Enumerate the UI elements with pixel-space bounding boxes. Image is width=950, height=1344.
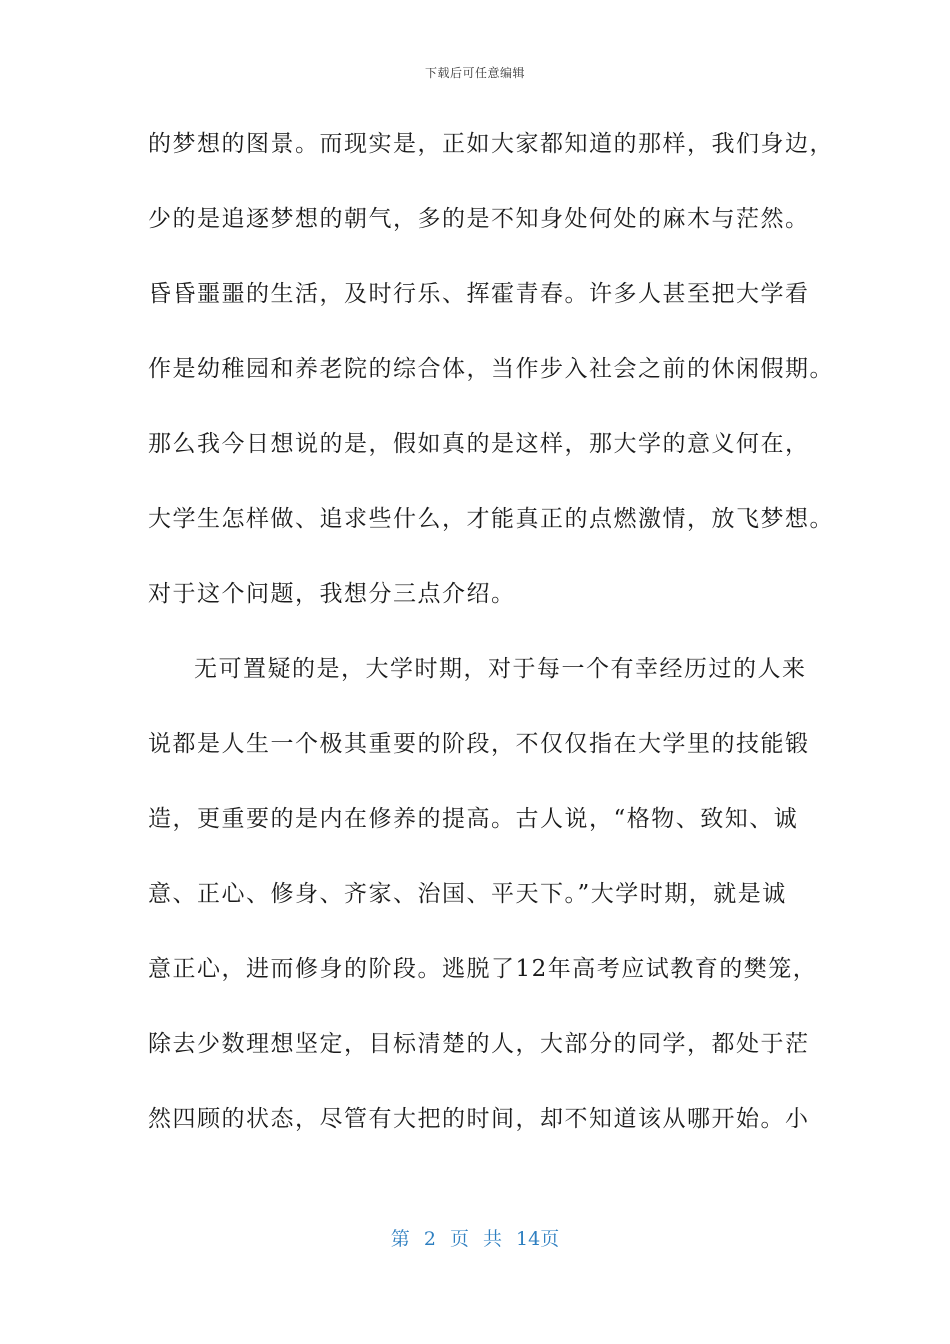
document-body bbox=[148, 124, 834, 1174]
text-line: 少的是追逐梦想的朝气，多的是不知身处何处的麻木与茫然。 bbox=[148, 206, 810, 232]
text-line: 对于这个问题，我想分三点介绍。 bbox=[148, 581, 516, 607]
text-line: 意、正心、修身、齐家、治国、平天下。”大学时期，就是诚 bbox=[148, 881, 787, 907]
page-number-footer: 第 2 页 共 14页 bbox=[390, 1228, 560, 1250]
text-line: 说都是人生一个极其重要的阶段，不仅仅指在大学里的技能锻 bbox=[148, 731, 810, 757]
text-line: 的梦想的图景。而现实是，正如大家都知道的那样，我们身边， bbox=[148, 131, 834, 157]
text-line: 那么我今日想说的是，假如真的是这样，那大学的意义何在， bbox=[148, 431, 810, 457]
text-line: 除去少数理想坚定，目标清楚的人，大部分的同学，都处于茫 bbox=[148, 1031, 810, 1057]
text-line: 意正心，进而修身的阶段。逃脱了12年高考应试教育的樊笼， bbox=[148, 956, 818, 982]
text-line: 作是幼稚园和养老院的综合体，当作步入社会之前的休闲假期。 bbox=[148, 356, 834, 382]
text-line: 造，更重要的是内在修养的提高。古人说，“格物、致知、诚 bbox=[148, 806, 799, 832]
text-line: 昏昏噩噩的生活，及时行乐、挥霍青春。许多人甚至把大学看 bbox=[148, 281, 810, 307]
text-line: 然四顾的状态，尽管有大把的时间，却不知道该从哪开始。小 bbox=[148, 1106, 810, 1132]
paragraph-first-line: 无可置疑的是，大学时期，对于每一个有幸经历过的人来 bbox=[194, 656, 807, 682]
text-line: 大学生怎样做、追求些什么，才能真正的点燃激情，放飞梦想。 bbox=[148, 506, 834, 532]
page-header: 下载后可任意编辑 bbox=[424, 66, 525, 80]
